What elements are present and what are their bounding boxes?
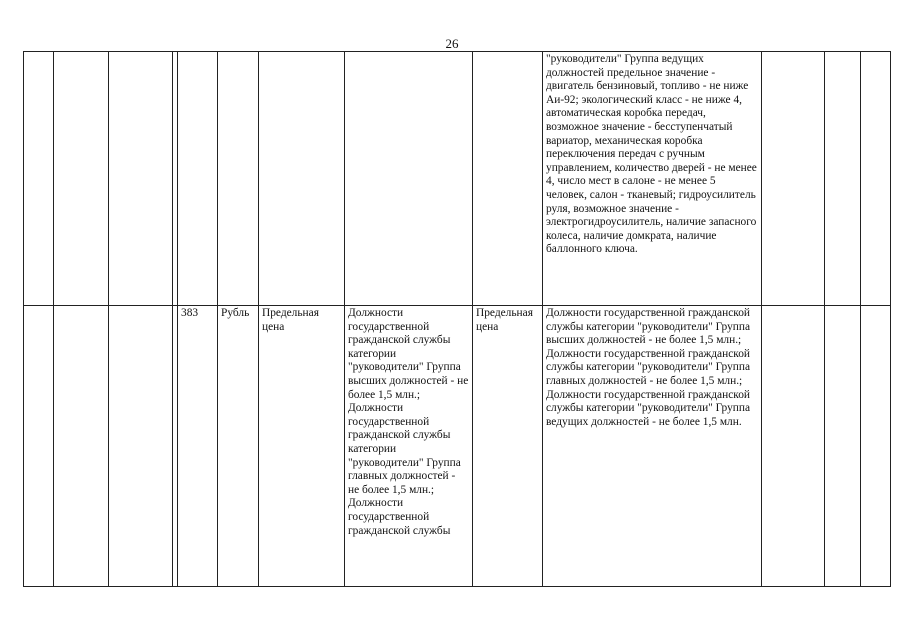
unit-text: Рубль [221, 307, 250, 319]
value-cell [345, 306, 473, 587]
unit-cell [218, 306, 259, 587]
value-2-text: Должности государственной гражданской службы категории "руководители" Группа высших должностей - не более 1,5 млн.; Должности государственной гражданской службы категории "руководители" Группа главных должностей - не более 1,5 млн.; Должности государственной гражданской службы категории "руководители" Группа ведущих должностей - не более 1,5 млн. [546, 307, 751, 428]
code-cell [178, 306, 218, 587]
characteristic-2-cell [473, 306, 543, 587]
characteristic-value-cell [543, 52, 762, 306]
value-text: Должности государственной гражданской службы категории "руководители" Группа высших должностей - не более 1,5 млн.; Должности государственной гражданской службы категории "руководители" Группа главных должностей - не более 1,5 млн.; Должности государственной гражданской службы [348, 307, 469, 537]
table-cell [54, 306, 109, 587]
characteristic-text: Предельная цена [262, 307, 319, 333]
table-cell [54, 52, 109, 306]
table-cell [762, 306, 825, 587]
table-cell [825, 306, 861, 587]
characteristic-value-text: "руководители" Группа ведущих должностей предельное значение - двигатель бензиновый, топливо - не ниже Аи-92; экологический класс - не ниже 4, автоматическая коробка передач, возможное значение - бесступенчатый вариатор, механическая коробка переключения передач с ручным управлением, количество дверей - не менее 4, число мест в салоне - не менее 5 человек, салон - тканевый; гидроусилитель руля, возможное значение - электрогидроусилитель, наличие запасного колеса, наличие домкрата, наличие баллонного ключа. [546, 53, 757, 256]
table-cell [762, 52, 825, 306]
table-cell [345, 52, 473, 306]
characteristic-cell [259, 306, 345, 587]
table-cell [259, 52, 345, 306]
table-row [24, 52, 891, 306]
table-cell [24, 306, 54, 587]
table-cell [473, 52, 543, 306]
table-cell [24, 52, 54, 306]
table-row [24, 306, 891, 587]
table-cell [109, 52, 173, 306]
table-cell [178, 52, 218, 306]
characteristic-2-text: Предельная цена [476, 307, 533, 333]
table-cell [861, 306, 891, 587]
value-2-cell [543, 306, 762, 587]
table-cell [825, 52, 861, 306]
table-cell [109, 306, 173, 587]
code-text: 383 [181, 307, 199, 319]
table-cell [861, 52, 891, 306]
table-cell [218, 52, 259, 306]
page-number: 26 [445, 36, 459, 51]
requirements-table [23, 51, 891, 587]
